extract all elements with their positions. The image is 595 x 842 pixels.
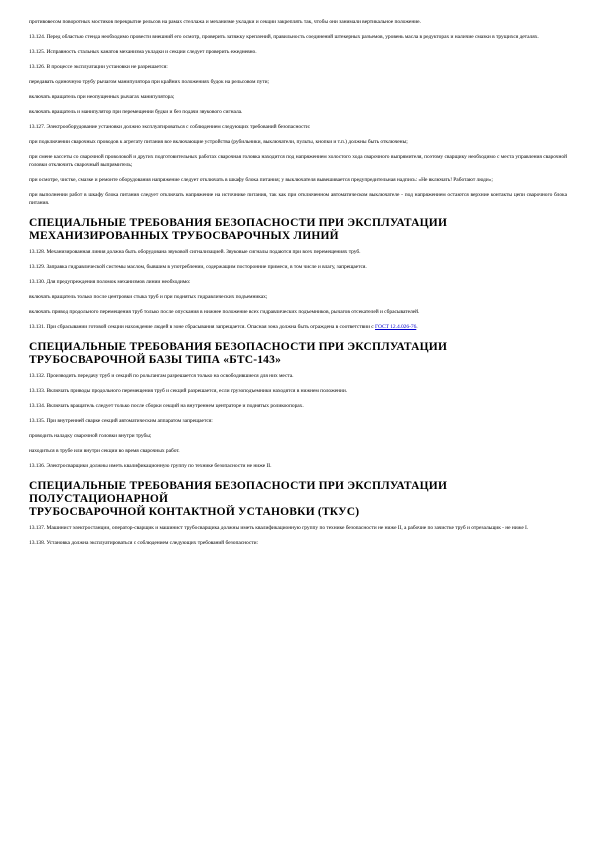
section-heading [29,217,567,243]
paragraph-text: . [416,324,418,330]
section-heading-line: МЕХАНИЗИРОВАННЫХ ТРУБОСВАРОЧНЫХ ЛИНИЙ [29,230,339,242]
paragraph: 13.126. В процессе эксплуатации установки не разрешается: [29,64,168,70]
paragraph: включать вращатель при неопущенных рычагах манипулятора; [29,94,175,100]
section-heading-line: СПЕЦИАЛЬНЫЕ ТРЕБОВАНИЯ БЕЗОПАСНОСТИ ПРИ ЭКСПЛУАТАЦИИ [29,341,448,353]
section-heading-line: ТРУБОСВАРОЧНОЙ КОНТАКТНОЙ УСТАНОВКИ (ТКУС) [29,506,360,518]
gost-link[interactable]: ГОСТ 12.4.026-76 [375,324,417,330]
paragraph: 13.128. Механизированная линия должна быть оборудована звуковой сигнализацией. Звуковые сигналы подаются при всех перемещениях труб. [29,249,361,255]
paragraph: передавать одиночную трубу рычагом манипулятора при крайних положениях будок на рельсовом пути; [29,79,270,85]
section-heading-line: ТРУБОСВАРОЧНОЙ БАЗЫ ТИПА «БТС-143» [29,354,282,366]
paragraph: 13.129. Заправка гидравлической системы маслом, бывшим в употреблении, содержащим посторонние примеси, в том числе и влагу, запрещается. [29,264,367,270]
paragraph: при выполнении работ в шкафу блока питания следует отключать напряжение на источнике питания, так как при отключенном автоматическом выключателе - под напряжением остаются верхние контакты цепи сварочного блока питания. [29,192,567,206]
paragraph: 13.130. Для предупреждения поломок механизмов линии необходимо: [29,279,191,285]
section-heading-line: СПЕЦИАЛЬНЫЕ ТРЕБОВАНИЯ БЕЗОПАСНОСТИ ПРИ ЭКСПЛУАТАЦИИ [29,480,448,492]
paragraph: при подключении сварочных проводов к агрегату питания все включающие устройства (рубильники, выключатели, пульты, кнопки и т.п.) должны быть отключены; [29,139,408,145]
paragraph: включать вращатель только после центровки стыка труб и при поднятых гидравлических подъемниках; [29,294,268,300]
paragraph: включать привод продольного перемещения труб только после опускания в нижнее положение всех гидравлических подъемников, рычагов отсекателей и сбрасывателей. [29,309,420,315]
paragraph [29,323,567,331]
paragraph: 13.134. Включать вращатель следует только после сборки секций на внутреннем центраторе и поднятых роликоопорах. [29,403,304,409]
section-heading [29,480,567,519]
document-page [29,18,567,547]
paragraph: противовесом поворотных мостиков перекрытие рельсов на рамах стеллажа и механизме укладки и секции закреплять так, чтобы они занимали вертикальное положение. [29,19,421,25]
paragraph: включать вращатель и манипулятор при перемещении будки и без подачи звукового сигнала. [29,109,243,115]
paragraph-text: 13.131. При сбрасывании готовой секции нахождение людей в зоне сбрасывания запрещается. Опасная зона должна быть ограждена в соответствии с [29,324,375,330]
paragraph: находиться в трубе или внутри секции во время сварочных работ. [29,448,180,454]
paragraph: 13.125. Исправность стальных канатов механизма укладки и секции следует проверить ежедневно. [29,49,257,55]
paragraph: 13.136. Электросварщики должны иметь квалификационную группу по технике безопасности не ниже II. [29,463,272,469]
paragraph: 13.127. Электрооборудование установки должно эксплуатироваться с соблюдением следующих требований безопасности: [29,124,311,130]
paragraph: 13.135. При внутренней сварке секций автоматическим аппаратом запрещается: [29,418,213,424]
paragraph: 13.124. Перед областью стенда необходимо провести внешний его осмотр, проверить затяжку креплений, правильность соединений штекерных разъемов, уровень масла в редукторах и наличие смазки в трущихся деталях. [29,34,539,40]
paragraph: при смене кассеты со сварочной проволокой и других подготовительных работах сварочная головка находится под напряжением холостого хода сварочного выпрямителя, поэтому сварщику необходимо с места управления сварочной головки отключить сварочный выпрямитель; [29,154,567,168]
paragraph: при осмотре, чистке, смазке и ремонте оборудования напряжение следует отключать в шкафу блока питания; у выключателя вывешивается предупредительная надпись: «Не включать! Работают люди»; [29,177,493,183]
section-heading-line: СПЕЦИАЛЬНЫЕ ТРЕБОВАНИЯ БЕЗОПАСНОСТИ ПРИ ЭКСПЛУАТАЦИИ [29,217,448,229]
paragraph: 13.138. Установка должна эксплуатироваться с соблюдением следующих требований безопасности: [29,540,258,546]
paragraph: 13.137. Машинист электростанции, оператор-сварщик и машинист трубосварщика должны иметь квалификационную группу по технике безопасности не ниже II, а рабочие по зачистке труб и отрезальщик - не ниже I. [29,525,529,531]
section-heading [29,341,567,367]
paragraph: 13.132. Производить передачу труб и секций по рольгангам разрешается только на освободившиеся для них места. [29,373,294,379]
section-heading-line: ПОЛУСТАЦИОНАРНОЙ [29,493,169,505]
paragraph: 13.133. Включать приводы продольного перемещения труб и секций разрешается, если грузоподъемники находятся в нижнем положении. [29,388,348,394]
paragraph: проводить наладку сварочной головки внутри трубы; [29,433,152,439]
